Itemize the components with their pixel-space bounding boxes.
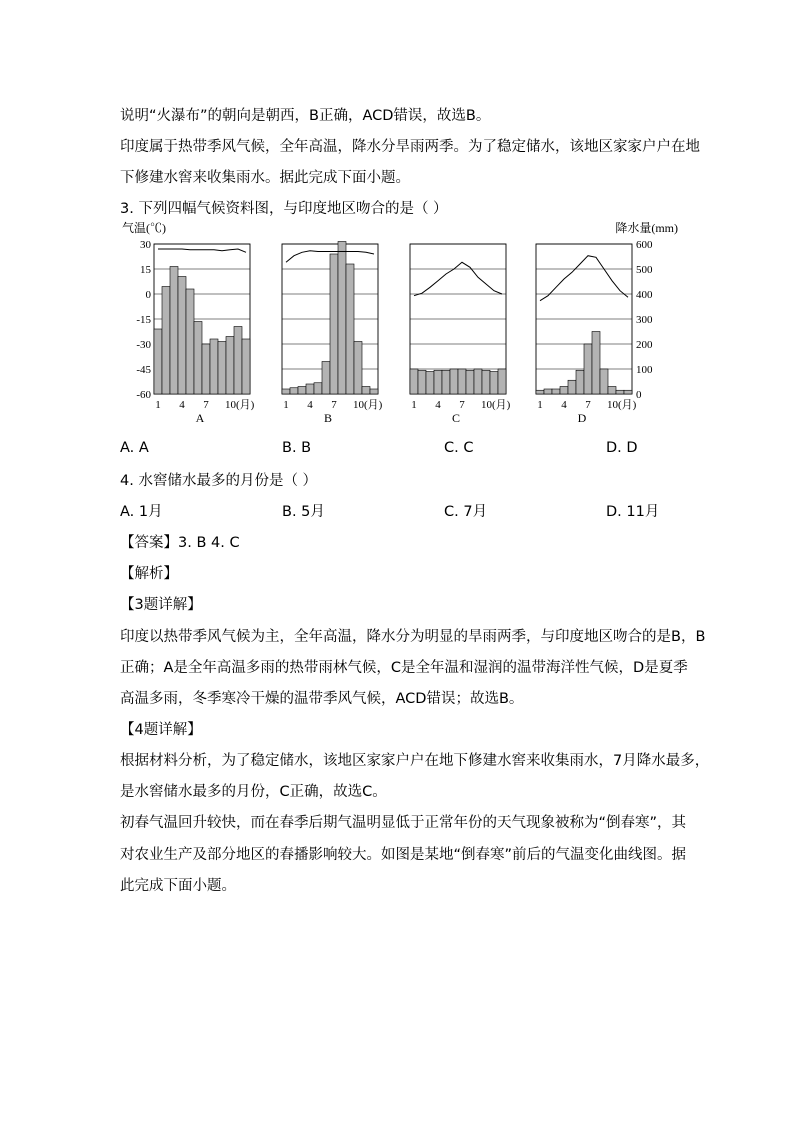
precip-bar [186, 289, 194, 394]
month-tick-label: 4 [561, 399, 567, 411]
precip-bar [474, 369, 482, 394]
q4-option-a: A. 1月 [120, 504, 163, 520]
temp-axis-ticks [136, 239, 151, 401]
panel-label: B [323, 411, 333, 425]
month-tick-label: 7 [331, 399, 337, 411]
precip-bar [466, 370, 474, 394]
precip-tick-label: 100 [636, 364, 653, 376]
precip-bar [306, 384, 314, 394]
month-tick-label: 1 [537, 399, 543, 411]
q3-option-c: C. C [444, 440, 474, 456]
climate-panel-d [536, 244, 637, 425]
month-tick-label: 4 [435, 399, 441, 411]
month-tick-label: 1 [155, 399, 161, 411]
precip-bar [218, 342, 226, 395]
precip-tick-label: 500 [636, 264, 653, 276]
panel-label: C [451, 411, 461, 425]
q3-detail-line-1: 印度以热带季风气候为主，全年高温，降水分为明显的旱雨两季，与印度地区吻合的是B，B [120, 629, 706, 645]
month-tick-label: 4 [179, 399, 185, 411]
precip-bar [170, 267, 178, 395]
panel-label: A [195, 411, 205, 425]
precip-bar [330, 254, 338, 394]
precip-bar [346, 264, 354, 394]
precip-bar [298, 387, 306, 395]
precip-bar [442, 370, 450, 394]
precip-bar [434, 370, 442, 394]
q4-option-c: C. 7月 [444, 504, 488, 520]
precip-bar [568, 380, 576, 394]
temp-tick-label: -15 [136, 314, 151, 326]
precip-bar [600, 369, 608, 394]
q4-option-b: B. 5月 [282, 504, 325, 520]
precip-bar [290, 388, 298, 394]
precip-bar [536, 390, 544, 394]
precip-bar [370, 389, 378, 394]
precip-axis-ticks [636, 239, 653, 401]
precip-bar [418, 370, 426, 394]
tail-line-1: 初春气温回升较快，而在春季后期气温明显低于正常年份的天气现象被称为“倒春寒”，其 [120, 815, 687, 831]
precip-axis-label: 降水量(mm) [615, 221, 678, 235]
precip-tick-label: 600 [636, 239, 653, 251]
climate-panel-b [282, 242, 383, 426]
climate-charts-figure [120, 218, 680, 428]
precip-tick-label: 200 [636, 339, 653, 351]
precip-bar [560, 387, 568, 395]
text-line-2: 印度属于热带季风气候，全年高温，降水分旱雨两季。为了稳定储水，该地区家家户户在地 [120, 139, 700, 155]
precip-bar [194, 322, 202, 395]
temperature-line [414, 262, 502, 295]
q3-detail-line-3: 高温多雨，冬季寒冷干燥的温带季风气候，ACD错误；故选B。 [120, 691, 524, 707]
q4-detail-heading: 【4题详解】 [120, 722, 202, 738]
precip-bar [498, 369, 506, 394]
precip-bar [178, 277, 186, 395]
month-tick-label: 10(月) [481, 399, 511, 411]
question-4: 4. 水窖储水最多的月份是（ ） [120, 473, 318, 489]
precip-bar [584, 344, 592, 394]
precip-bar [482, 370, 490, 394]
panel-label: D [577, 411, 587, 425]
q3-detail-line-2: 正确；A是全年高温多雨的热带雨林气候，C是全年温和湿润的温带海洋性气候，D是夏季 [120, 660, 688, 676]
precip-bar [354, 342, 362, 395]
precip-bar [576, 370, 584, 394]
analysis-heading: 【解析】 [120, 566, 178, 582]
q3-detail-heading: 【3题详解】 [120, 597, 202, 613]
text-line-1: 说明“火瀑布”的朝向是朝西，B正确，ACD错误，故选B。 [120, 108, 491, 124]
precip-bar [210, 339, 218, 394]
tail-line-2: 对农业生产及部分地区的春播影响较大。如图是某地“倒春寒”前后的气温变化曲线图。据 [120, 847, 687, 863]
precip-bar [242, 339, 250, 394]
text-line-3: 下修建水窖来收集雨水。据此完成下面小题。 [120, 170, 410, 186]
temp-tick-label: -60 [136, 389, 151, 401]
precip-tick-label: 300 [636, 314, 653, 326]
precip-bar [616, 390, 624, 394]
precip-bar [322, 362, 330, 395]
temp-tick-label: -30 [136, 339, 151, 351]
temperature-line [158, 249, 246, 252]
precip-bar [154, 329, 162, 394]
precip-bar [544, 389, 552, 394]
q3-option-d: D. D [606, 440, 638, 456]
precip-bar [410, 369, 418, 394]
month-tick-label: 10(月) [607, 399, 637, 411]
tail-line-3: 此完成下面小题。 [120, 878, 236, 894]
answer-line: 【答案】3. B 4. C [120, 535, 240, 551]
precip-bar [458, 369, 466, 394]
precip-bar [162, 287, 170, 395]
precip-bar [234, 327, 242, 395]
temp-tick-label: 15 [140, 264, 151, 276]
month-tick-label: 4 [307, 399, 313, 411]
precip-bar [282, 389, 290, 394]
chart-panels [154, 242, 637, 426]
precip-bar [338, 242, 346, 395]
precip-bar [552, 389, 560, 394]
precip-bar [362, 387, 370, 395]
temp-tick-label: 30 [140, 239, 151, 251]
temp-axis-label: 气温(℃) [122, 221, 166, 235]
precip-tick-label: 0 [636, 389, 642, 401]
climate-panel-c [410, 244, 511, 425]
precip-bar [450, 369, 458, 394]
month-tick-label: 1 [411, 399, 417, 411]
q4-detail-line-2: 是水窖储水最多的月份，C正确，故选C。 [120, 784, 387, 800]
precip-bar [608, 387, 616, 395]
temp-tick-label: 0 [145, 289, 151, 301]
precip-bar [202, 344, 210, 394]
precip-tick-label: 400 [636, 289, 653, 301]
q4-detail-line-1: 根据材料分析，为了稳定储水，该地区家家户户在地下修建水窖来收集雨水，7月降水最多， [120, 753, 710, 769]
month-tick-label: 7 [203, 399, 209, 411]
precip-bar [314, 383, 322, 394]
month-tick-label: 10(月) [225, 399, 255, 411]
temp-tick-label: -45 [136, 364, 151, 376]
month-tick-label: 7 [459, 399, 465, 411]
precip-bar [490, 372, 498, 395]
q4-option-d: D. 11月 [606, 504, 660, 520]
precip-bar [592, 332, 600, 395]
q3-option-b: B. B [282, 440, 312, 456]
month-tick-label: 1 [283, 399, 289, 411]
precip-bar [624, 390, 632, 394]
climate-panel-a [154, 244, 255, 425]
precip-bar [226, 337, 234, 395]
month-tick-label: 7 [585, 399, 591, 411]
q3-option-a: A. A [120, 440, 149, 456]
precip-bar [426, 372, 434, 395]
month-tick-label: 10(月) [353, 399, 383, 411]
question-3: 3. 下列四幅气候资料图，与印度地区吻合的是（ ） [120, 201, 448, 217]
